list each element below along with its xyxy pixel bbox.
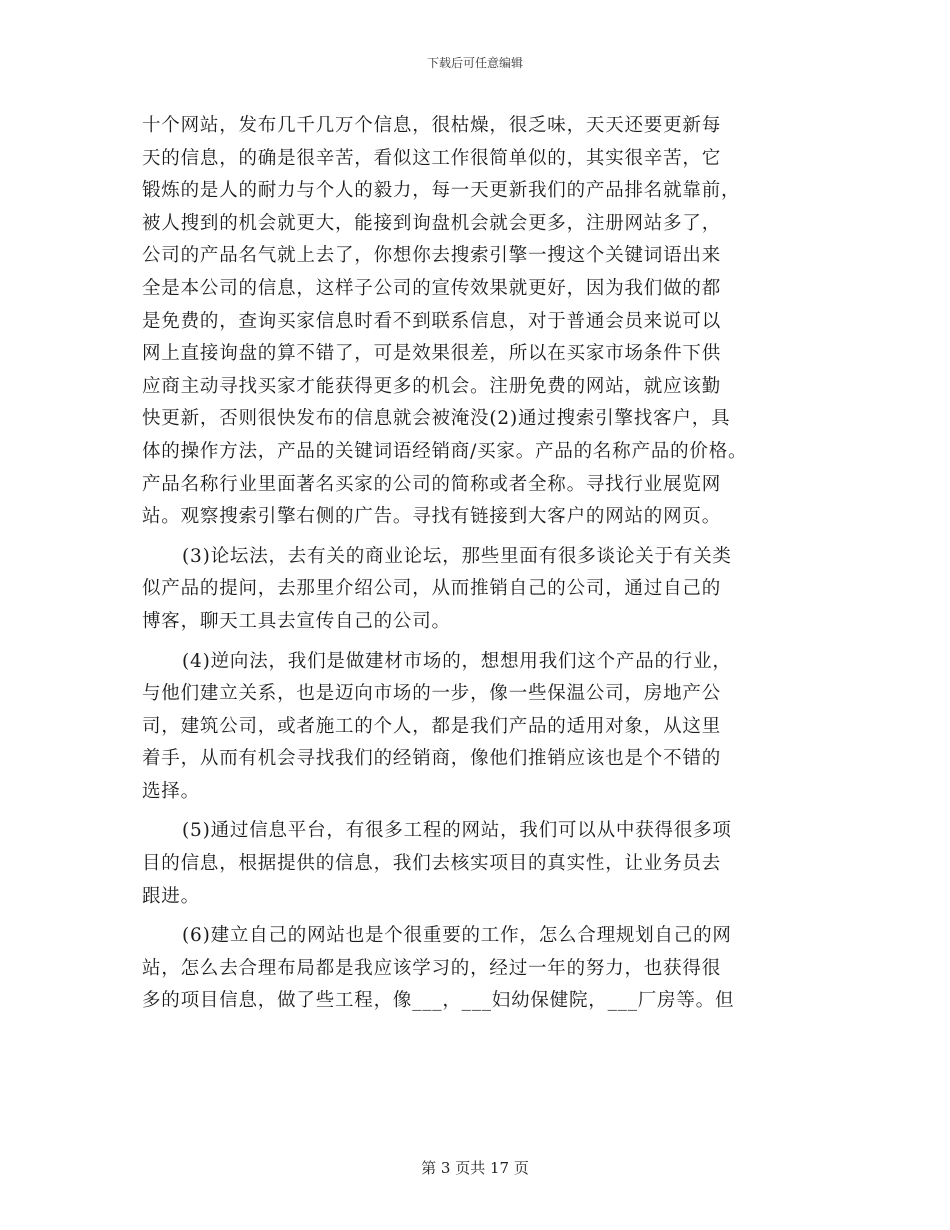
page-number: 第 3 页共 17 页 [421,1159,529,1177]
text-line: 跟进。 [142,885,200,907]
text-line: 与他们建立关系，也是迈向市场的一步，像一些保温公司，房地产公 [142,683,722,705]
text-line: (4)逆向法，我们是做建材市场的，想想用我们这个产品的行业， [182,650,732,672]
text-line: 应商主动寻找买家才能获得更多的机会。注册免费的网站，就应该勤 [142,375,722,397]
text-line: (5)通过信息平台，有很多工程的网站，我们可以从中获得很多项 [182,820,732,842]
text-line: (3)论坛法，去有关的商业论坛，那些里面有很多谈论关于有关类 [182,545,732,567]
paragraph-5 [142,920,810,1018]
text-line: 网上直接询盘的算不错了，可是效果很差，所以在买家市场条件下供 [142,343,722,365]
text-line: 似产品的提问，去那里介绍公司，从而推销自己的公司，通过自己的 [142,578,722,600]
paragraph-gap [142,639,810,646]
text-line: 十个网站，发布几千几万个信息，很枯燥，很乏味，天天还要更新每 [142,115,722,136]
text-line: 锻炼的是人的耐力与个人的毅力，每一天更新我们的产品排名就靠前， [142,180,741,202]
paragraph-gap [142,913,810,920]
text-line: 产品名称行业里面著名买家的公司的简称或者全称。寻找行业展览网 [142,473,722,495]
paragraph-1 [142,110,810,534]
text-line: 快更新，否则很快发布的信息就会被淹没(2)通过搜索引擎找客户，具 [142,408,731,430]
text-line: 天的信息，的确是很辛苦，看似这工作很简单似的，其实很辛苦，它 [142,147,722,169]
text-line: 体的操作方法，产品的关键词语经销商/买家。产品的名称产品的价格。 [142,440,748,462]
paragraph-3 [142,646,810,809]
paragraph-gap [142,808,810,815]
text-line: 公司的产品名气就上去了，你想你去搜索引擎一搜这个关键词语出来 [142,245,722,267]
text-line: 司，建筑公司，或者施工的个人，都是我们产品的适用对象，从这里 [142,715,722,737]
text-line: (6)建立自己的网站也是个很重要的工作，怎么合理规划自己的网 [182,925,732,947]
document-body [142,110,810,1018]
text-line: 站。观察搜索引擎右侧的广告。寻找有链接到大客户的网站的网页。 [142,506,722,528]
text-line: 是免费的，查询买家信息时看不到联系信息，对于普通会员来说可以 [142,310,722,332]
paragraph-2 [142,541,810,639]
paragraph-gap [142,534,810,541]
paragraph-4 [142,815,810,913]
text-line: 站，怎么去合理布局都是我应该学习的，经过一年的努力，也获得很 [142,957,722,979]
text-line: 多的项目信息，做了些工程，像___，___妇幼保健院，___厂房等。但 [142,990,735,1012]
text-line: 博客，聊天工具去宣传自己的公司。 [142,610,451,632]
text-line: 着手，从而有机会寻找我们的经销商，像他们推销应该也是个不错的 [142,748,722,770]
page-header: 下载后可任意编辑 [426,56,523,70]
text-line: 被人搜到的机会就更大，能接到询盘机会就会更多，注册网站多了， [142,212,722,234]
text-line: 选择。 [142,780,200,802]
text-line: 全是本公司的信息，这样子公司的宣传效果就更好，因为我们做的都 [142,277,722,299]
text-line: 目的信息，根据提供的信息，我们去核实项目的真实性，让业务员去 [142,853,722,875]
